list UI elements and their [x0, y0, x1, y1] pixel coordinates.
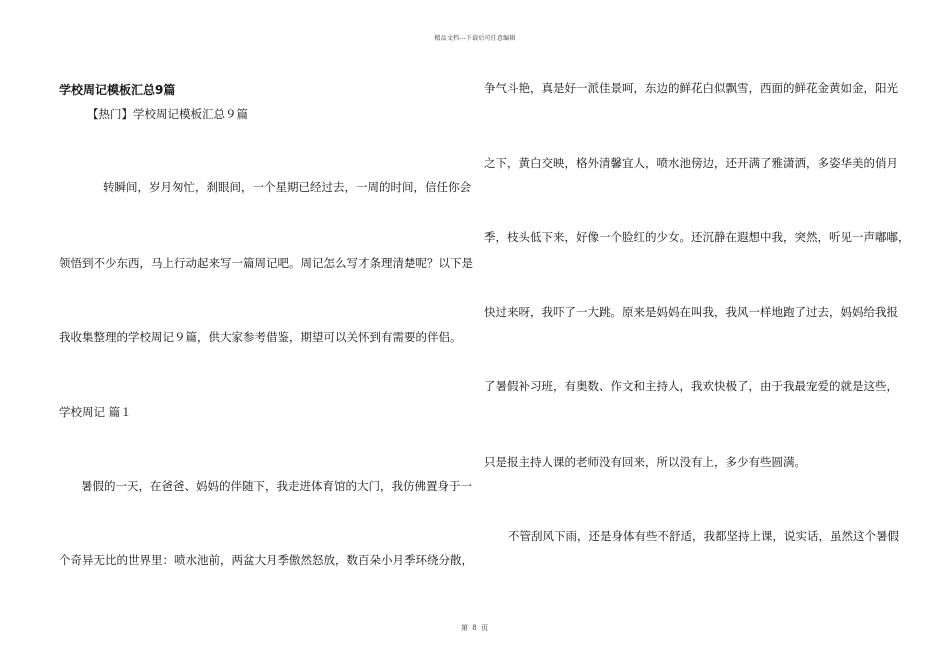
left-paragraph-line: 我收集整理的学校周记９篇，供大家参考借鉴，期望可以关怀到有需要的伴侣。: [59, 330, 462, 344]
document-title: 学校周记模板汇总9篇: [59, 83, 176, 97]
left-paragraph-line: 个奇异无比的世界里：喷水池前，两盆大月季傲然怒放，数百朵小月季环绕分散，: [59, 553, 473, 567]
section-heading: 学校周记 篇１: [59, 405, 132, 419]
left-paragraph-line: 领悟到不少东西，马上行动起来写一篇周记吧。周记怎么写才条理清楚呢？以下是: [59, 256, 473, 270]
right-paragraph-line: 不管刮风下雨，还是身体有些不舒适，我都坚持上课，说实话，虽然这个暑假: [508, 529, 899, 543]
page-header: 精品文档---下载后可任意编辑: [434, 35, 516, 42]
left-paragraph-line: 转瞬间，岁月匆忙，刹眼间，一个星期已经过去，一周的时间，信任你会: [103, 180, 471, 194]
left-paragraph-line: 暑假的一天，在爸爸、妈妈的伴随下，我走进体育馆的大门，我仿佛置身于一: [81, 479, 472, 493]
right-paragraph-line: 快过来呀，我吓了一大跳。原来是妈妈在叫我，我风一样地跑了过去，妈妈给我报: [484, 305, 898, 319]
right-paragraph-line: 季，枝头低下来，好像一个脸红的少女。还沉静在遐想中我，突然，听见一声嘟嘟，: [484, 230, 910, 244]
right-paragraph-line: 只是报主持人课的老师没有回来，所以没有上，多少有些圆满。: [484, 455, 806, 469]
document-subtitle: 【热门】学校周记模板汇总９篇: [87, 107, 248, 121]
right-paragraph-line: 了暑假补习班，有奥数、作文和主持人，我欢快极了，由于我最宠爱的就是这些，: [484, 379, 898, 393]
right-paragraph-line: 争气斗艳，真是好一派佳景呵，东边的鲜花白似飘雪，西面的鲜花金黄如金，阳光: [484, 81, 898, 95]
page-number: 第 8 页: [461, 624, 489, 632]
right-paragraph-line: 之下，黄白交映，格外清馨宜人，喷水池傍边，还开满了雅潇洒，多姿华美的俏月: [484, 156, 898, 170]
